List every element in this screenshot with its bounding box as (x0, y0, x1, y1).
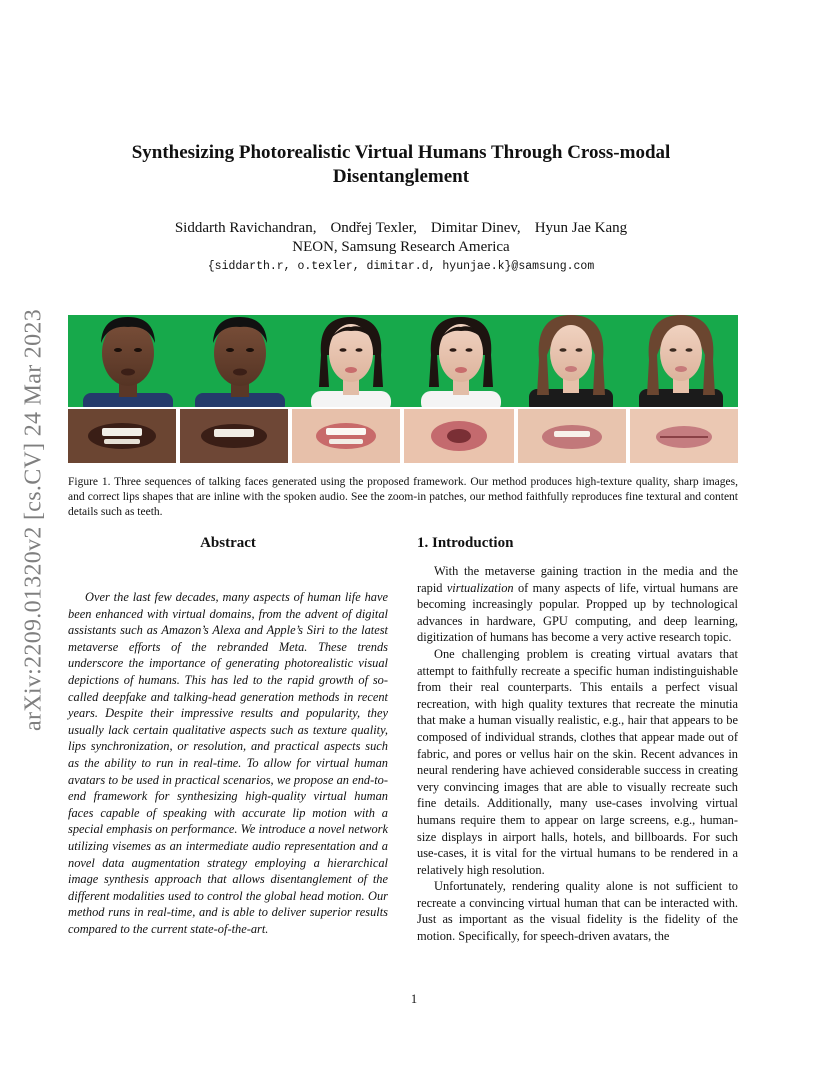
introduction-column (417, 533, 738, 945)
title-line-2: Disentanglement (332, 166, 470, 187)
face-sequence-strip (68, 315, 738, 407)
title-line-1: Synthesizing Photorealistic Virtual Humans Through Cross-modal (131, 142, 671, 163)
author-name: Ondřej Texler, (330, 220, 417, 236)
page-number: 1 (410, 992, 418, 1006)
author-name: Siddarth Ravichandran, (174, 220, 317, 236)
paper-title (80, 141, 722, 189)
author-emails: {siddarth.r, o.texler, dimitar.d, hyunjae.k}@samsung.com (207, 260, 595, 273)
introduction-heading: 1. Introduction (417, 535, 514, 551)
abstract-column (68, 533, 388, 950)
abstract-text: Over the last few decades, many aspects of human life have been enhanced with virtual domains, from the advent of digital assistants such as Amazon’s Alexa and Apple’s Siri to the latest metaverse efforts of the rebranded Meta. These trends underscore the importance of generating photorealistic visual depictions of humans. This has led to the rapid growth of so-called deepfake and talking-head generation methods in recent years. Despite their impressive results and popularity, they usually lack certain qualitative aspects such as texture quality, lips synchronization, or resolution, and practical aspects such as the ability to run in real-time. To allow for virtual human avatars to be used in practical scenarios, we propose an end-to-end framework for synthesizing high-quality virtual human faces capable of speaking with accurate lip motion with a special emphasis on performance. We introduce a novel network utilizing visemes as an intermediate audio representation and a novel data augmentation strategy employing a hierarchical image synthesis approach that allows disentanglement of the different modalities used to control the global head motion. Our method runs in real-time, and is able to deliver superior results compared to the current state-of-the-art. (68, 590, 388, 936)
affiliation: NEON, Samsung Research America (292, 239, 510, 255)
figure-caption: Figure 1. Three sequences of talking faces generated using the proposed framework. Our method produces high-texture quality, sharp images, and correct lips shapes that are inline with the spoken audio. See the zoom-in patches, our method faithfully reproduces fine textural and content details such as teeth. (68, 476, 738, 518)
abstract-heading: Abstract (200, 535, 256, 551)
author-name: Dimitar Dinev, (430, 220, 521, 236)
author-list (80, 219, 722, 238)
intro-paragraph-2: One challenging problem is creating virtual avatars that attempt to faithfully recreate a specific human indistinguishable from their real counterparts. This entails a perfect visual recreation, with high quality textures that recreate the minutia that make a human visually realistic, e.g., hair that appears to be composed of individual strands, clothes that appear made out of fabric, and pores or vellus hair on the skin. Recent advances in neural rendering have achieved considerable success in creating very convincing images that are able to visually recreate such fine details. Additionally, many use-cases involving virtual humans require them to appear on large screens, e.g., human-size displays in airport halls, hotels, and billboards. For such use-cases, it is vital for the virtual humans to be rendered in a relatively high resolution. (417, 646, 738, 877)
author-name: Hyun Jae Kang (534, 220, 628, 236)
intro-paragraph-3: Unfortunately, rendering quality alone is not sufficient to recreate a convincing virtual human that can be interacted with. Just as important as the visual fidelity is the fidelity of the motion. Specifically, for speech-driven avatars, the (417, 879, 738, 944)
mouth-zoom-patches (68, 409, 738, 463)
intro-paragraph-1: With the metaverse gaining traction in the media and the rapid virtualization of many aspects of life, virtual humans are becoming increasingly popular. Propped up by technological advances in hardware, GPU computing, and deep learning, digitization of humans has become a very active research topic. (417, 564, 738, 645)
figure-1 (68, 315, 738, 463)
arxiv-identifier: arXiv:2209.01320v2 [cs.CV] 24 Mar 2023 (20, 308, 47, 732)
